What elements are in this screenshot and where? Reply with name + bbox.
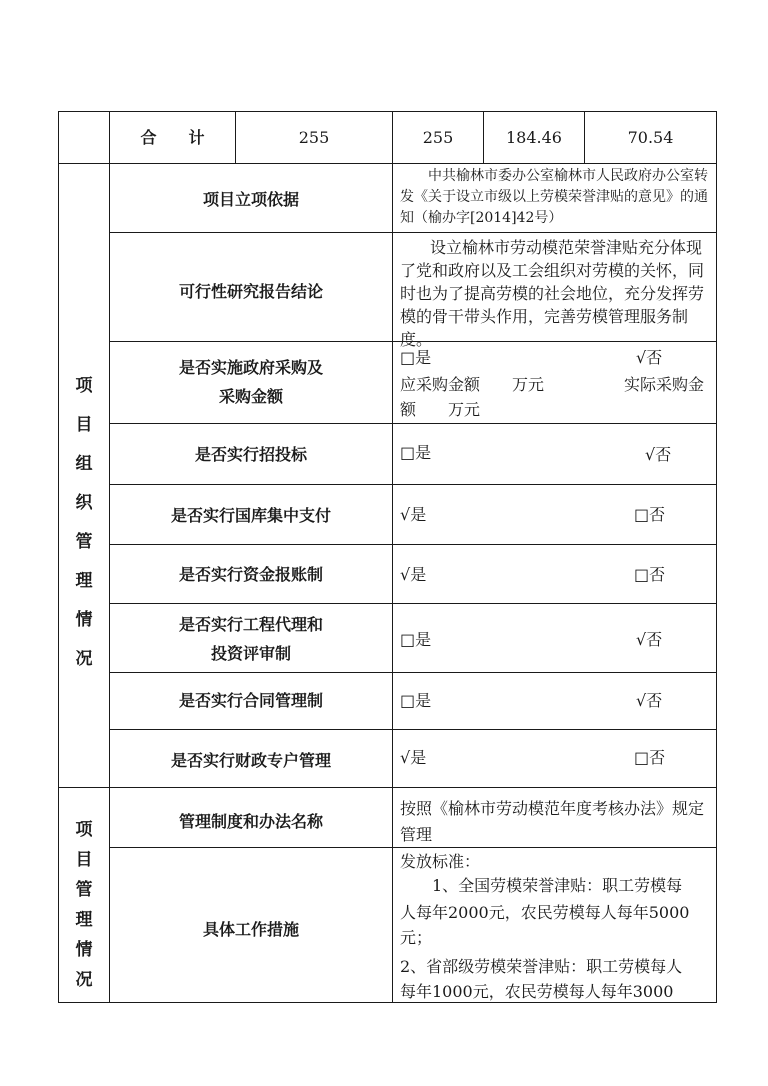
yes-option: √是 — [400, 748, 427, 767]
section-org-title: 项 目 组 织 管 理 情 况 — [75, 376, 93, 669]
row-label: 投资评审制 — [210, 644, 291, 663]
total-value-1: 255 — [298, 128, 330, 147]
row-label: 是否实施政府采购及 — [178, 358, 323, 377]
no-option: □否 — [634, 748, 666, 767]
no-option: √否 — [636, 691, 663, 710]
no-option: √否 — [645, 445, 672, 464]
row-label: 管理制度和办法名称 — [178, 812, 323, 831]
row-text: 中共榆林市委办公室榆林市人民政府办公室转发《关于设立市级以上劳模荣誉津贴的意见》的通知（榆办字[2014]42号） — [400, 168, 708, 226]
measure-line: 1、全国劳模荣誉津贴：职工劳模每 — [432, 876, 683, 895]
row-divider — [58, 163, 717, 164]
measure-line: 2、省部级劳模荣誉津贴：职工劳模每人 — [400, 957, 683, 976]
measure-line: 发放标准： — [400, 852, 481, 871]
procurement-amount-line: 额 万元 — [400, 400, 481, 419]
yes-option: □是 — [400, 443, 432, 462]
no-option: √否 — [636, 630, 663, 649]
yes-option: √是 — [400, 505, 427, 524]
row-label: 具体工作措施 — [202, 920, 299, 939]
row-label: 可行性研究报告结论 — [178, 282, 323, 301]
row-divider — [109, 423, 717, 424]
procurement-amount-line: 应采购金额 万元 实际采购金 — [400, 375, 705, 394]
row-divider — [109, 729, 717, 730]
row-label: 项目立项依据 — [202, 190, 299, 209]
table-border-right — [716, 111, 717, 1003]
measure-line: 人每年2000元，农民劳模每人每年5000 — [400, 903, 690, 922]
row-text: 按照《榆林市劳动模范年度考核办法》规定管理 — [400, 799, 705, 844]
row-divider — [109, 603, 717, 604]
row-text: 设立榆林市劳动模范荣誉津贴充分体现了党和政府以及工会组织对劳模的关怀，同时也为了提高劳模的社会地位，充分发挥劳模的骨干带头作用，完善劳模管理服务制度。 — [400, 238, 705, 349]
yes-option: √是 — [400, 565, 427, 584]
no-option: √否 — [636, 348, 663, 367]
total-value-4: 70.54 — [627, 128, 674, 147]
yes-option: □是 — [400, 691, 432, 710]
row-label: 是否实行国库集中支付 — [170, 506, 331, 525]
section-mgmt-title: 项 目 管 理 情 况 — [75, 820, 93, 990]
row-divider — [109, 232, 717, 233]
row-label: 是否实行财政专户管理 — [170, 751, 331, 770]
yes-option: □是 — [400, 630, 432, 649]
measure-line: 元； — [400, 928, 433, 947]
col-divider — [392, 111, 393, 1003]
section-divider — [58, 787, 717, 788]
row-label: 是否实行资金报账制 — [178, 565, 323, 584]
no-option: □否 — [634, 505, 666, 524]
row-label: 是否实行合同管理制 — [178, 691, 323, 710]
measure-line: 每年1000元，农民劳模每人每年3000 — [400, 982, 674, 1001]
total-value-3: 184.46 — [506, 128, 562, 147]
row-label: 采购金额 — [218, 387, 283, 406]
total-label: 合 计 — [140, 128, 205, 147]
row-divider — [109, 672, 717, 673]
col-divider — [109, 111, 110, 1003]
row-divider — [109, 484, 717, 485]
total-value-2: 255 — [422, 128, 454, 147]
row-label: 是否实行工程代理和 — [178, 615, 323, 634]
row-divider — [109, 544, 717, 545]
table-border-top — [58, 111, 717, 112]
yes-option: □是 — [400, 348, 432, 367]
no-option: □否 — [634, 565, 666, 584]
row-label: 是否实行招投标 — [194, 445, 307, 464]
table-border-left — [58, 111, 59, 1003]
